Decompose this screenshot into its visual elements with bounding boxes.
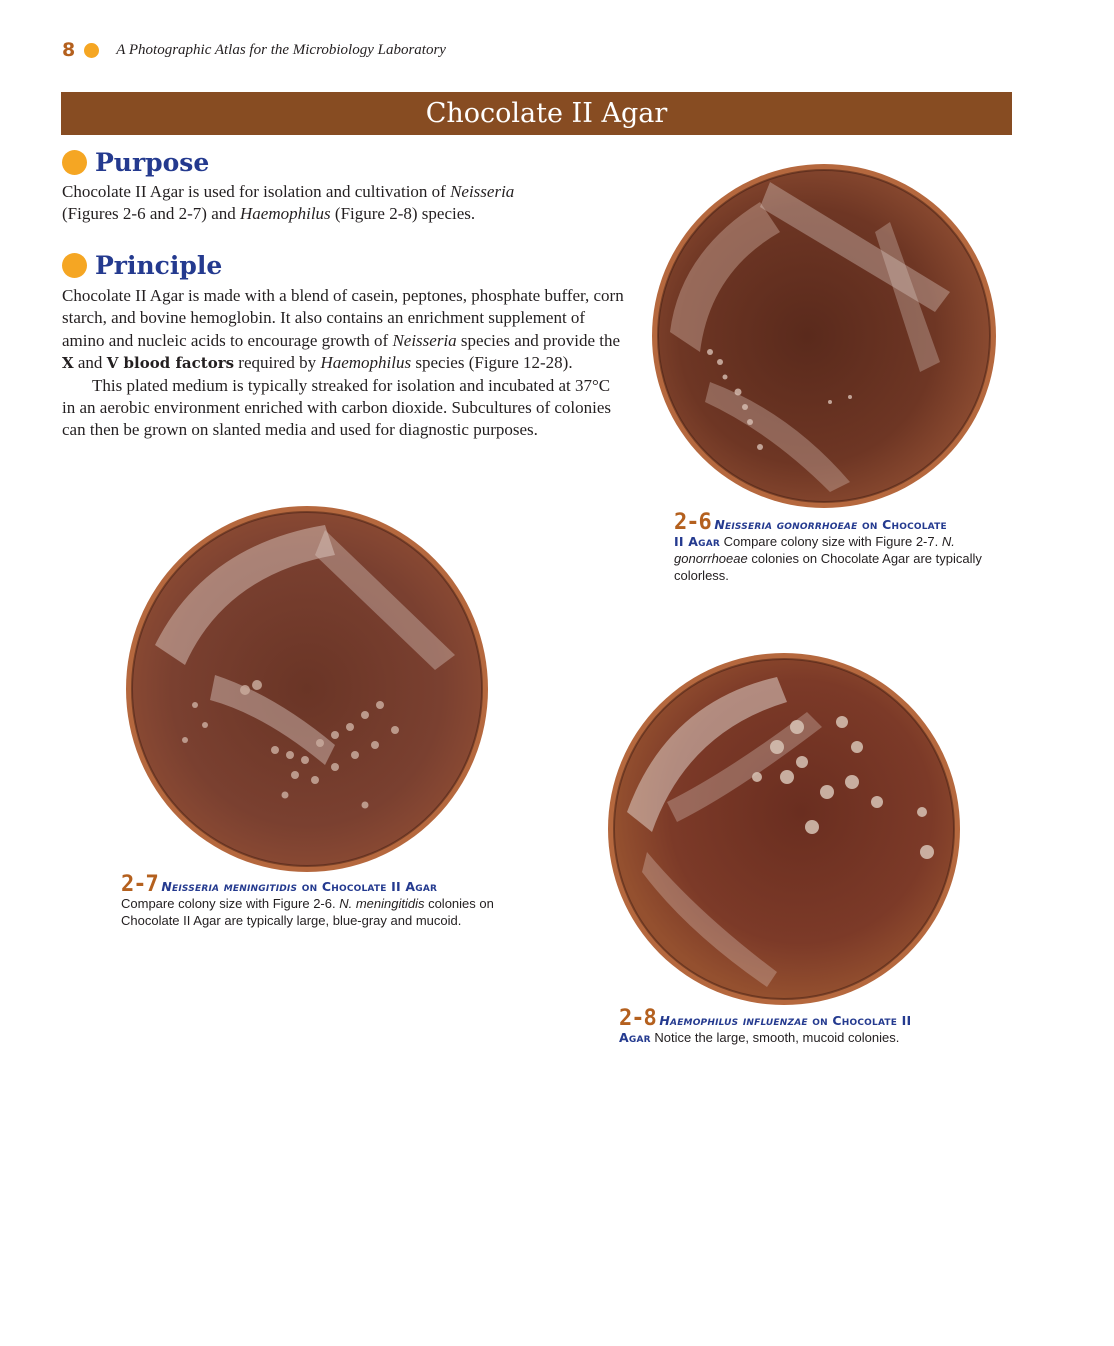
page-title: Chocolate II Agar <box>425 98 668 129</box>
principle-paragraph-1: Chocolate II Agar is made with a blend of casein, peptones, phosphate buffer, corn starch, and bovine hemoglobin. It also contains an enrichment supplement of amino and nucleic acids to encourage growth of Neisseria species and provide the X and V blood factors required by Haemophilus species (Figure 12-28). <box>62 286 624 373</box>
figure-2-6-caption: 2-6 Neisseria gonorrhoeae on Chocolate II Agar Compare colony size with Figure 2-7. N. gonorrhoeae colonies on Chocolate Agar are typically colorless. <box>674 510 982 583</box>
figure-2-8-caption: 2-8 Haemophilus influenzae on Chocolate II Agar Notice the large, smooth, mucoid colonies. <box>619 1006 912 1045</box>
figure-2-7-plate-image <box>125 505 490 873</box>
purpose-heading <box>62 148 209 177</box>
figure-heading: Neisseria meningitidis on Chocolate II Agar <box>161 879 438 894</box>
orange-bullet-icon <box>62 253 87 278</box>
purpose-paragraph: Chocolate II Agar is used for isolation and cultivation of Neisseria (Figures 2-6 and 2-7) and Haemophilus (Figure 2-8) species. <box>62 182 515 224</box>
book-title: A Photographic Atlas for the Microbiology Laboratory <box>116 41 446 58</box>
principle-heading <box>62 251 222 280</box>
purpose-heading-text: Purpose <box>95 148 210 177</box>
running-header <box>62 36 446 64</box>
figure-number: 2-8 <box>619 1006 656 1031</box>
figure-heading: Neisseria gonorrhoeae on Chocolate <box>714 517 947 532</box>
figure-2-6-plate-image <box>650 162 998 510</box>
figure-number: 2-6 <box>674 510 711 535</box>
principle-paragraph-2: This plated medium is typically streaked for isolation and incubated at 37°C in an aerobic environment enriched with carbon dioxide. Subcultures of colonies can then be grown on slanted media and used for diagnostic purposes. <box>62 375 612 440</box>
figure-heading: Haemophilus influenzae on Chocolate II <box>659 1013 912 1028</box>
principle-heading-text: Principle <box>95 251 223 280</box>
orange-bullet-icon <box>62 150 87 175</box>
figure-2-7-caption: 2-7 Neisseria meningitidis on Chocolate II Agar Compare colony size with Figure 2-6. N. meningitidis colonies on Chocolate II Agar are typically large, blue-gray and mucoid. <box>121 872 494 928</box>
figure-2-8-plate-image <box>607 652 962 1007</box>
orange-bullet-icon <box>84 43 99 58</box>
section-title-bar <box>61 92 1012 135</box>
principle-paragraphs <box>62 285 627 442</box>
figure-number: 2-7 <box>121 872 158 897</box>
page-number: 8 <box>62 39 76 61</box>
